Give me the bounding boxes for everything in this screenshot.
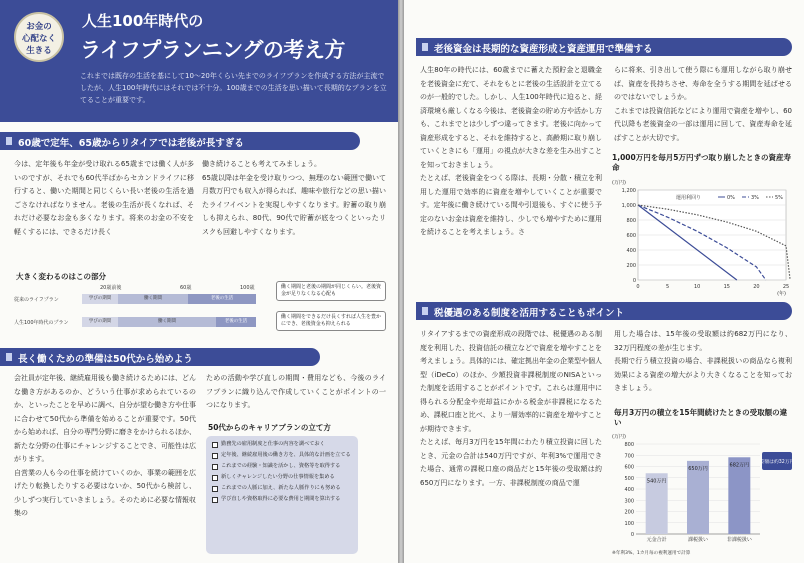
- y-tick-label: 600: [624, 464, 634, 471]
- body-text-col1: 今は、定年後も年金が受け取れる65歳までは働く人が多いのですが、それでも60代半ばからセカンドライフに移行すると、働いた期間と同じくらい長い老後の生活を過ごさなければなりません。老後の生活が長くなれば、それだけ必要なお金も多くなります。将来のお金の不安を軽くするには、できるだけ長く: [14, 160, 194, 236]
- checklist-item: [212, 441, 352, 448]
- savings-bar-chart: [610, 430, 796, 558]
- y-tick-label: 0: [632, 278, 636, 284]
- checklist-text: これまでの人脈に加え、新たな人脈作りにも努める: [221, 485, 341, 491]
- checklist-item: [212, 496, 352, 503]
- section-heading-tax: 税優遇のある制度を活用することもポイント: [416, 302, 792, 320]
- checkbox-icon: [212, 464, 218, 470]
- diagram-age-label: 60歳: [180, 285, 192, 291]
- diagram-row-label: 従来のライフプラン: [14, 297, 59, 303]
- y-tick-label: 200: [624, 509, 634, 516]
- x-axis-unit: (年): [777, 291, 786, 296]
- x-tick-label: 0: [636, 284, 640, 290]
- y-tick-label: 1,000: [621, 203, 636, 209]
- checkbox-icon: [212, 442, 218, 448]
- bar-value-label: 540万円: [646, 478, 667, 485]
- y-tick-label: 100: [624, 520, 634, 527]
- checkbox-icon: [212, 475, 218, 481]
- diagram-segment-retire: 老後の生活: [216, 317, 256, 327]
- diagram-title: 大きく変わるのはこの部分: [16, 272, 106, 281]
- page-title-line2: ライフプランニングの考え方: [80, 38, 345, 62]
- bar: [728, 457, 750, 534]
- x-tick-label: 非課税扱い: [726, 537, 752, 543]
- y-tick-label: 200: [626, 263, 636, 269]
- checklist-text: 定年後、継続雇用後の働き方を、具体的な計画を立てる: [221, 452, 351, 458]
- legend-label: 3%: [751, 195, 759, 201]
- checklist-item: [212, 485, 352, 492]
- body-text-col2: 用した場合は、15年後の受取額は約682万円になり、32万円程度の差が生じます。 長期で行う積立投資の場合、非課税扱いの商品なら複利効果による資産の増大がより大きくなることを知っておきましょう。: [614, 330, 792, 392]
- diagram-segment-study: 学びの期間: [82, 317, 118, 327]
- diagram-age-label: 100歳: [240, 285, 255, 291]
- x-tick-label: 課税扱い: [687, 537, 709, 543]
- diagram-segment-study: 学びの期間: [82, 294, 118, 304]
- topic-badge: [14, 12, 64, 62]
- body-text-col1: リタイアするまでの資産形成の段階では、税優遇のある制度を利用した、投資信託の積立などで資産を増やすことを考えましょう。具体的には、確定拠出年金の企業型や個人型（iDeCo）のほか、少額投資非課税制度のNISAといった制度を活用することがポイントです。これらは運用中に得られる分配金や売却益にかかる税金が非課税になるため、課税口座と比べ、より一層効率的に資産を増やすことが期待できます。 たとえば、毎月3万円を15年間にわたり積立投資に回したとき、元金の合計は540万円ですが、年利3%で運用できた場合、通常の課税口座の商品だと15年後の受取額は約650万円になります。一方、非課税制度の商品で運: [420, 330, 602, 487]
- diagram-callout: 働く期間と老後の期間が同じくらい。老後資金が足りなくなる心配も: [276, 281, 386, 301]
- y-tick-label: 400: [626, 248, 636, 254]
- diagram-segment-retire: 老後の生活: [188, 294, 256, 304]
- checkbox-icon: [212, 497, 218, 503]
- legend-title: 運用利回り: [676, 195, 702, 201]
- y-axis-unit: (万円): [612, 180, 626, 186]
- x-tick-label: 20: [753, 284, 760, 290]
- checklist-item: [212, 463, 352, 470]
- diagram-segment-work: 働く期間: [118, 294, 188, 304]
- asset-life-line-chart: [610, 176, 794, 296]
- checklist-text: 勤務先の雇用制度と仕事の内容を調べておく: [221, 441, 325, 447]
- y-tick-label: 1,200: [621, 188, 636, 194]
- checklist-text: 学び直しや資格取得に必要な費用と期間を算出する: [221, 496, 341, 502]
- right-page: [404, 0, 804, 563]
- body-text-col1: 会社員が定年後、継続雇用後も働き続けるためには、どんな働き方があるのか、どういう仕事が求められているのか、といったことを早めに調べ、自分が望む働き方や仕事に合わせて50代から準備を始めることが重要です。50代から始めれば、自分の専門分野に磨きをかけられるほか、新たな分野の仕事にチャレンジすることでき、可能性は広がります。 自営業の人も今の仕事を続けていくのか、事業の範囲を広げたり転換したりする必要はないか、50代から検討し、少しずつ実行していきましょう。そのために必要な情報収集の: [14, 374, 196, 517]
- x-tick-label: 10: [694, 284, 701, 290]
- badge-line: 生きる: [26, 46, 52, 56]
- checkbox-icon: [212, 453, 218, 459]
- y-tick-label: 400: [624, 487, 634, 493]
- y-axis-unit: (万円): [612, 434, 626, 440]
- hero-banner: [0, 0, 398, 122]
- checklist-text: 新しくチャレンジしたい分野の仕事情報を集める: [221, 474, 335, 480]
- checklist-item: [212, 452, 352, 459]
- bar-value-label: 682万円: [729, 462, 750, 469]
- x-tick-label: 5: [666, 284, 670, 290]
- lead-text: これまでは既存の生活を基にして10～20年くらい先までのライフプランを作成する方法が主流でしたが、人生100年時代にはそれでは不十分。100歳までの生活を思い描いて長期的なプランを立てることが重要です。: [80, 72, 387, 104]
- page-title-line1: 人生100年時代の: [82, 12, 204, 30]
- career-plan-checklist: [206, 436, 358, 554]
- section-heading-assets: 老後資金は長期的な資産形成と資産運用で準備する: [416, 38, 792, 56]
- y-tick-label: 800: [624, 442, 634, 448]
- y-tick-label: 0: [630, 532, 634, 538]
- body-text-col2: らに将来、引き出して使う際にも運用しながら取り崩せば、資産を長持ちさせ、寿命を全うする期間を延ばせるのではないでしょうか。 これまでは投資信託などにより運用で資産を増やし、60代以降も老後資金の一部は運用に回して、資産寿命を延ばすことが大切です。: [614, 66, 792, 142]
- diagram-callout: 働く期間をできるだけ長くすれば人生を豊かにでき、老後資金も抑えられる: [276, 311, 386, 331]
- bar-value-label: 650万円: [688, 465, 708, 472]
- x-tick-label: 元金合計: [646, 537, 667, 543]
- legend-label: 0%: [727, 195, 735, 201]
- legend-label: 5%: [775, 195, 783, 201]
- y-tick-label: 500: [624, 475, 634, 482]
- y-tick-label: 600: [626, 233, 636, 239]
- diagram-age-label: 20歳前後: [100, 285, 122, 291]
- checklist-item: [212, 474, 352, 481]
- y-tick-label: 800: [626, 218, 636, 224]
- chart-title: 毎月3万円の積立を15年間続けたときの受取額の違い: [614, 408, 788, 427]
- body-text-col1: 人生80年の時代には、60歳までに蓄えた預貯金と退職金を老後資金に充て、それをもとに老後の生活設計を立てるのが一般的でした。しかし、人生100年時代に迫ると、経済環境も厳しくなる今後は、老後資金の貯め方や活かし方も、これまでとは少しずつ違ってきます。老後に向かって資産形成をすると、それを維持すると、高齢期に取り崩していくときにも「運用」の視点が大きな差を生み出すことを知っておきましょう。 たとえば、老後資金をつくる際は、長期・分散・積立を利用した運用で効率的に資産を増やしていくことが重要です。定年後に働き続けている間や引退後も、すぐに使う予定のないお金は資産を維持し、少しでも増やすために運用を続けることを考えましょう。さ: [420, 66, 602, 236]
- body-text-col2: 働き続けることも考えてみましょう。 65歳以降は年金を受け取りつつ、無理のない範囲で働いて月数万円でも収入が得られば、趣味や旅行などの思い描いたライフイベントを実現しやすくなります。貯蓄の取り崩しも抑えられ、80代、90代で貯蓄が底をつくといったリスクも回避しやすくなります。: [202, 160, 386, 236]
- badge-line: お金の: [26, 22, 52, 32]
- career-plan-title: 50代からのキャリアプランの立て方: [208, 423, 331, 432]
- checklist-text: これまでの経験・知識を活かし、資格等を取得する: [221, 463, 341, 469]
- body-text-col2: ための活動や学び直しの期間・費用なども、今後のライフプランに織り込んで作成していくことがポイントの一つになります。: [206, 374, 386, 409]
- chart-footnote: ※年利3%、1カ月毎の複利運用で計算: [612, 551, 691, 556]
- diagram-row-label: 人生100年時代のプラン: [14, 320, 69, 326]
- y-tick-label: 700: [624, 453, 634, 460]
- section-heading-career: 長く働くための準備は50代から始めよう: [0, 348, 320, 366]
- chart-title: 1,000万円を毎月5万円ずつ取り崩したときの資産寿命: [612, 153, 791, 172]
- badge-line: 心配なく: [21, 34, 56, 44]
- checkbox-icon: [212, 486, 218, 492]
- y-tick-label: 300: [624, 498, 634, 505]
- diagram-segment-work: 働く期間: [118, 317, 216, 327]
- left-page: [0, 0, 398, 563]
- x-tick-label: 25: [782, 284, 790, 290]
- difference-annotation: 差額は約32万円: [759, 460, 795, 465]
- section-heading-retirement: 60歳で定年、65歳からリタイアでは老後が長すぎる: [0, 132, 360, 150]
- x-tick-label: 15: [723, 284, 730, 290]
